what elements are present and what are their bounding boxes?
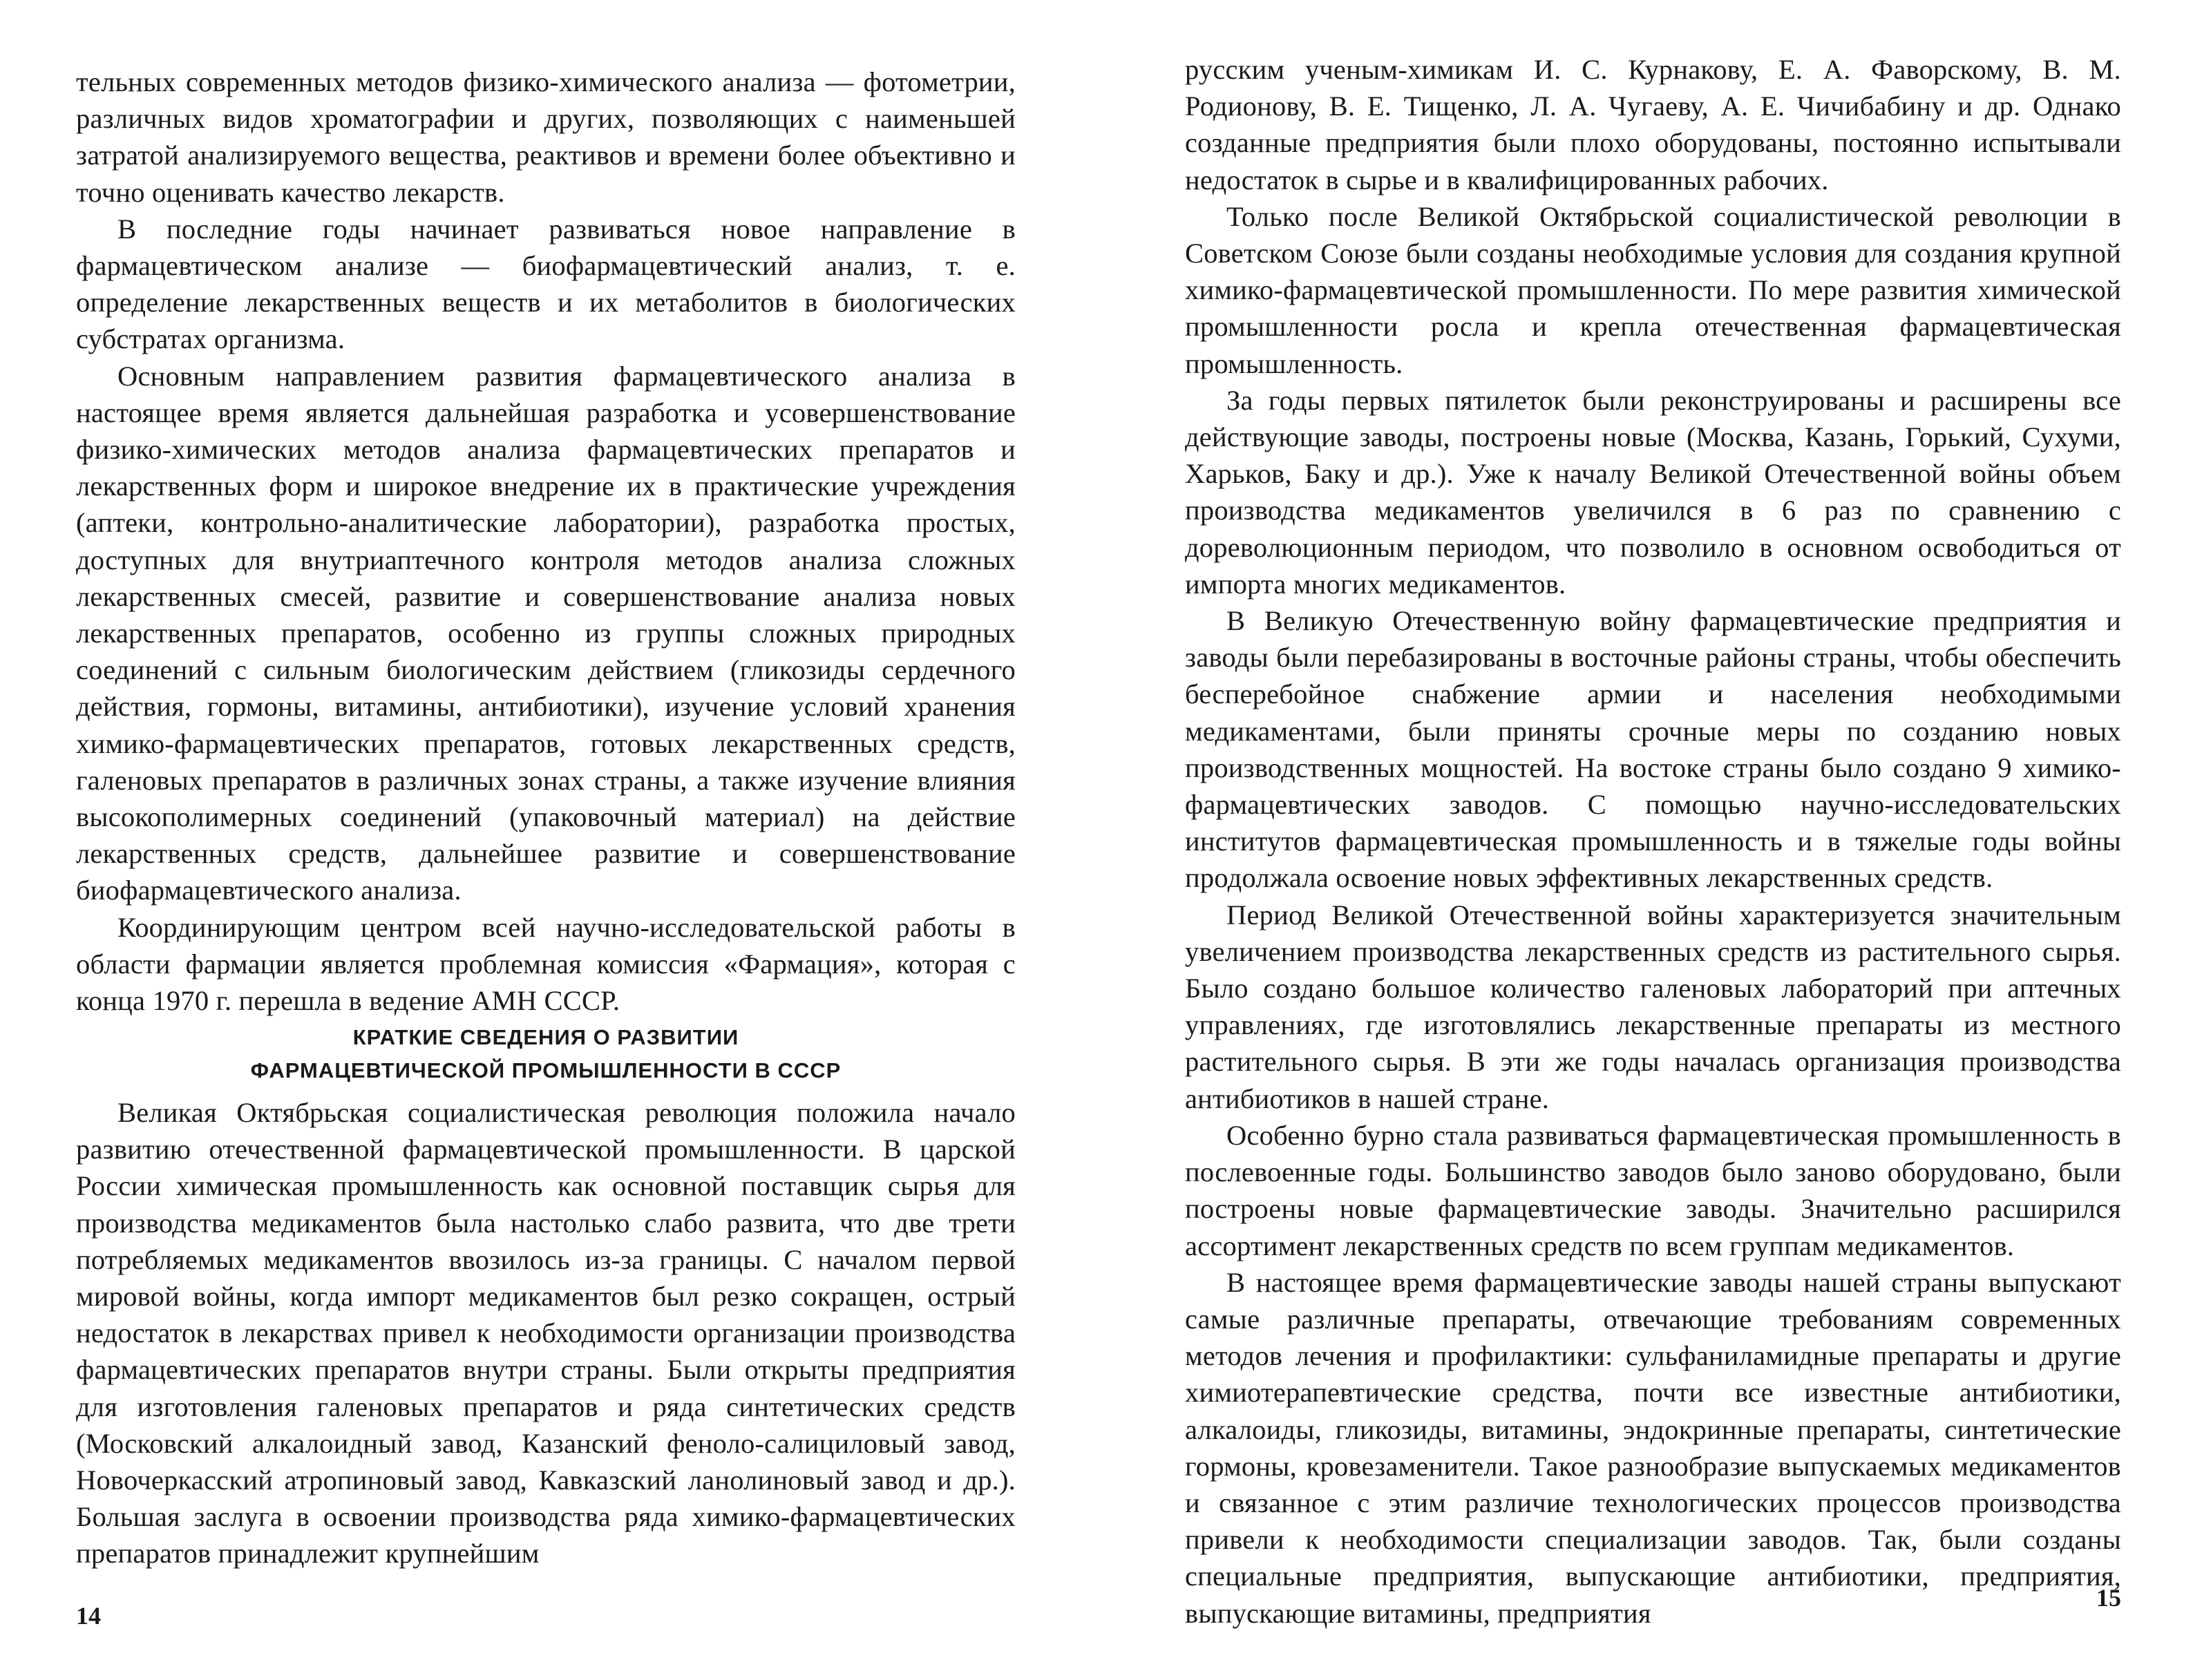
paragraph: В последние годы начинает развиваться новое направление в фармацевтическом анализе — биофармацевтический анализ, т. е. определение лекарственных веществ и их метаболитов в биологических субстратах организма. xyxy=(76,213,1016,355)
paragraph: Великая Октябрьская социалистическая революция положила начало развитию отечественной фармацевтической промышленности. В царской России химическая промышленность как основной поставщик сырья для производства медикаментов была настолько слабо развита, что две трети потребляемых медикаментов ввозилось из-за границы. С началом первой мировой войны, когда импорт медикаментов был резко сокращен, острый недостаток в лекарствах привел к необходимости организации производства фармацевтических препаратов внутри страны. Были открыты предприятия для изготовления галеновых препаратов и ряда синтетических средств (Московский алкалоидный завод, Казанский феноло-салициловый завод, Новочеркасский атропиновый завод, Кавказский ланолиновый завод и др.). Большая заслуга в освоении производства ряда химико-фармацевтических препаратов принадлежит крупнейшим xyxy=(76,1097,1016,1569)
right-page xyxy=(1185,0,2121,1680)
paragraph: Координирующим центром всей научно-исследовательской работы в области фармации является проблемная комиссия «Фармация», которая с конца 1970 г. перешла в ведение АМН СССР. xyxy=(76,911,1016,1017)
left-page-top-text xyxy=(76,64,1016,1019)
left-page-bottom-text xyxy=(76,1094,1016,1572)
section-heading-line-2: ФАРМАЦЕВТИЧЕСКОЙ ПРОМЫШЛЕННОСТИ В СССР xyxy=(250,1058,842,1082)
paragraph: русским ученым-химикам И. С. Курнакову, Е. А. Фаворскому, В. М. Родионову, В. Е. Тищенко, Л. А. Чугаеву, А. Е. Чичибабину и др. Однако созданные предприятия были плохо оборудованы, постоянно испытывали недостаток в сырье и в квалифицированных рабочих. xyxy=(1185,54,2121,195)
paragraph: Особенно бурно стала развиваться фармацевтическая промышленность в послевоенные годы. Большинство заводов было заново оборудовано, были построены новые фармацевтические заводы. Значительно расширился ассортимент лекарственных средств по всем группам медикаментов. xyxy=(1185,1119,2121,1261)
page-number: 15 xyxy=(2096,1584,2121,1612)
paragraph: тельных современных методов физико-химического анализа — фотометрии, различных видов хроматографии и других, позволяющих с наименьшей затратой анализируемого вещества, реактивов и времени более объективно и точно оценивать качество лекарств. xyxy=(76,66,1016,208)
left-page xyxy=(76,0,1016,1680)
paragraph: За годы первых пятилеток были реконструированы и расширены все действующие заводы, построены новые (Москва, Казань, Горький, Сухуми, Харьков, Баку и др.). Уже к началу Великой Отечественной войны объем производства медикаментов увеличился в 6 раз по сравнению с дореволюционным периодом, что позволило в основном освободиться от импорта многих медикаментов. xyxy=(1185,384,2121,600)
section-heading xyxy=(76,1021,1016,1087)
paragraph: Только после Великой Октябрьской социалистической революции в Советском Союзе были созданы необходимые условия для создания крупной химико-фармацевтической промышленности. По мере развития химической промышленности росла и крепла отечественная фармацевтическая промышленность. xyxy=(1185,200,2121,379)
right-page-text xyxy=(1185,51,2121,1632)
paragraph: В настоящее время фармацевтические заводы нашей страны выпускают самые различные препараты, отвечающие требованиям современных методов лечения и профилактики: сульфаниламидные препараты и другие химиотерапевтические средства, почти все известные антибиотики, алкалоиды, гликозиды, витамины, эндокринные препараты, синтетические гормоны, кровезаменители. Такое разнообразие выпускаемых медикаментов и связанное с этим различие технологических процессов производства привели к необходимости специализации заводов. Так, были созданы специальные предприятия, выпускающие антибиотики, предприятия, выпускающие витамины, предприятия xyxy=(1185,1266,2121,1629)
paragraph: Основным направлением развития фармацевтического анализа в настоящее время является дальнейшая разработка и усовершенствование физико-химических методов анализа фармацевтических препаратов и лекарственных форм и широкое внедрение их в практические учреждения (аптеки, контрольно-аналитические лаборатории), разработка простых, доступных для внутриаптечного контроля методов анализа сложных лекарственных смесей, развитие и совершенствование анализа новых лекарственных препаратов, особенно из группы сложных природных соединений с сильным биологическим действием (гликозиды сердечного действия, гормоны, витамины, антибиотики), изучение условий хранения химико-фармацевтических препаратов, готовых лекарственных средств, галеновых препаратов в различных зонах страны, а также изучение влияния высокополимерных соединений (упаковочный материал) на действие лекарственных средств, дальнейшее развитие и совершенствование биофармацевтического анализа. xyxy=(76,360,1016,906)
paragraph: В Великую Отечественную войну фармацевтические предприятия и заводы были перебазированы в восточные районы страны, чтобы обеспечить бесперебойное снабжение армии и населения необходимыми медикаментами, были приняты срочные меры по созданию новых производственных мощностей. На востоке страны было создано 9 химико-фармацевтических заводов. С помощью научно-исследовательских институтов фармацевтическая промышленность и в тяжелые годы войны продолжала освоение новых эффективных лекарственных средств. xyxy=(1185,605,2121,894)
page-number: 14 xyxy=(76,1602,101,1630)
paragraph: Период Великой Отечественной войны характеризуется значительным увеличением производства лекарственных средств из растительного сырья. Было создано большое количество галеновых лабораторий при аптечных управлениях, где изготовлялись лекарственные препараты из местного растительного сырья. В эти же годы началась организация производства антибиотиков в нашей стране. xyxy=(1185,899,2121,1114)
section-heading-line-1: КРАТКИЕ СВЕДЕНИЯ О РАЗВИТИИ xyxy=(352,1025,739,1049)
